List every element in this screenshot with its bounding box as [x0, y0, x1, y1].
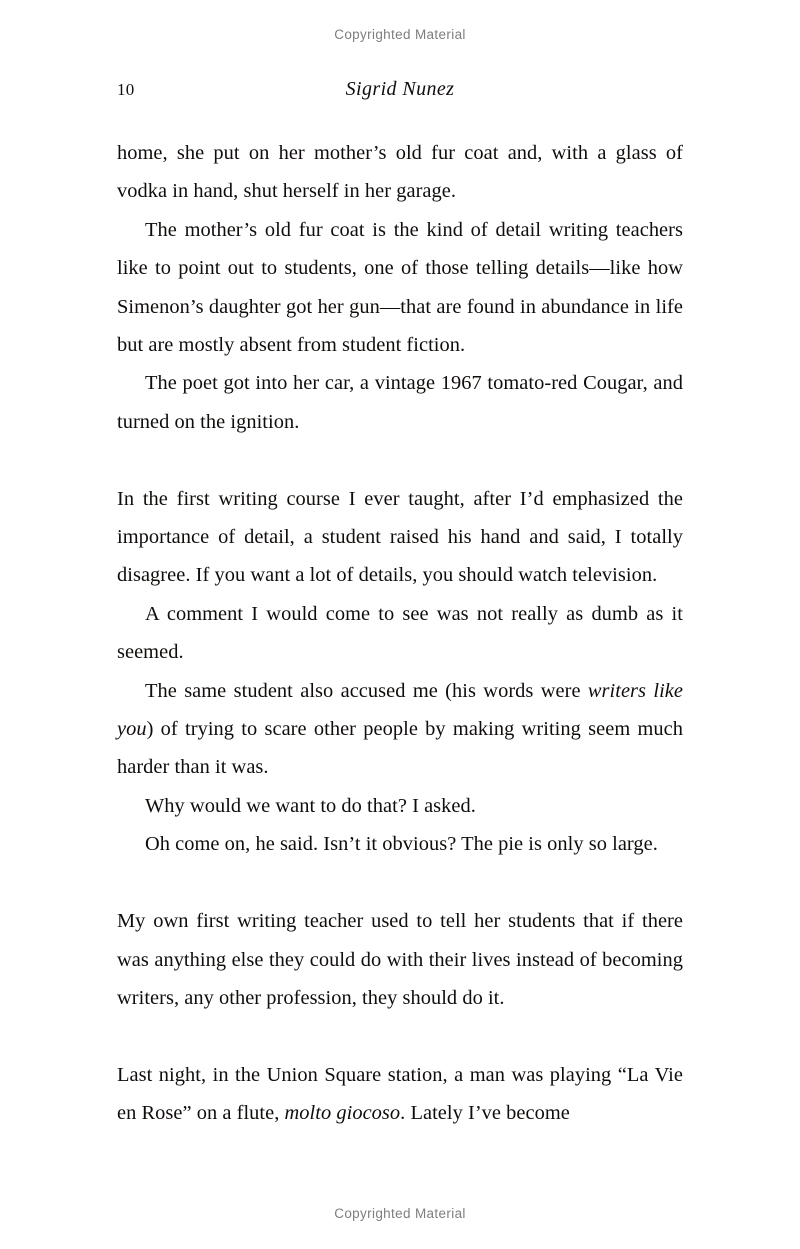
paragraph-text: ) of trying to scare other people by making writing seem much harder than it was. — [117, 718, 683, 779]
paragraph: Oh come on, he said. Isn’t it obvious? The pie is only so large. — [145, 833, 658, 856]
paragraph — [117, 1056, 683, 1133]
paragraph: My own first writing teacher used to tell her students that if there was anything else they could do with their lives instead of becoming writers, any other profession, they should do it. — [117, 910, 683, 1009]
copyright-watermark-bottom: Copyrighted Material — [334, 1206, 466, 1221]
paragraph-text: The same student also accused me (his words were — [145, 679, 588, 702]
copyright-watermark-top: Copyrighted Material — [334, 27, 466, 42]
paragraph: In the first writing course I ever taught, after I’d emphasized the importance of detail, a student raised his hand and said, I totally disagree. If you want a lot of details, you should watch television. — [117, 487, 683, 587]
body-text-block — [117, 134, 683, 1133]
paragraph: home, she put on her mother’s old fur coat and, with a glass of vodka in hand, shut herself in her garage. — [117, 142, 683, 203]
paragraph-text: Last night, in the Union Square station, a man was playing “La Vie en Rose” on a flute, — [117, 1063, 683, 1125]
paragraph — [117, 672, 683, 787]
paragraph: The mother’s old fur coat is the kind of detail writing teachers like to point out to students, one of those telling details—like how Simenon’s daughter got her gun—that are found in abundance in life but are mostly absent from student fiction. — [117, 218, 683, 357]
paragraph: A comment I would come to see was not really as dumb as it seemed. — [117, 602, 683, 664]
emphasized-text: molto giocoso — [284, 1102, 401, 1125]
paragraph: The poet got into her car, a vintage 1967 tomato-red Cougar, and turned on the ignition. — [117, 372, 683, 433]
running-head — [117, 78, 683, 104]
emphasized-text: writers like you — [117, 679, 683, 741]
running-head-title: Sigrid Nunez — [345, 78, 455, 100]
paragraph: Why would we want to do that? I asked. — [145, 794, 476, 817]
paragraph-text: . Lately I’ve become — [400, 1102, 570, 1125]
page-number: 10 — [117, 80, 135, 99]
